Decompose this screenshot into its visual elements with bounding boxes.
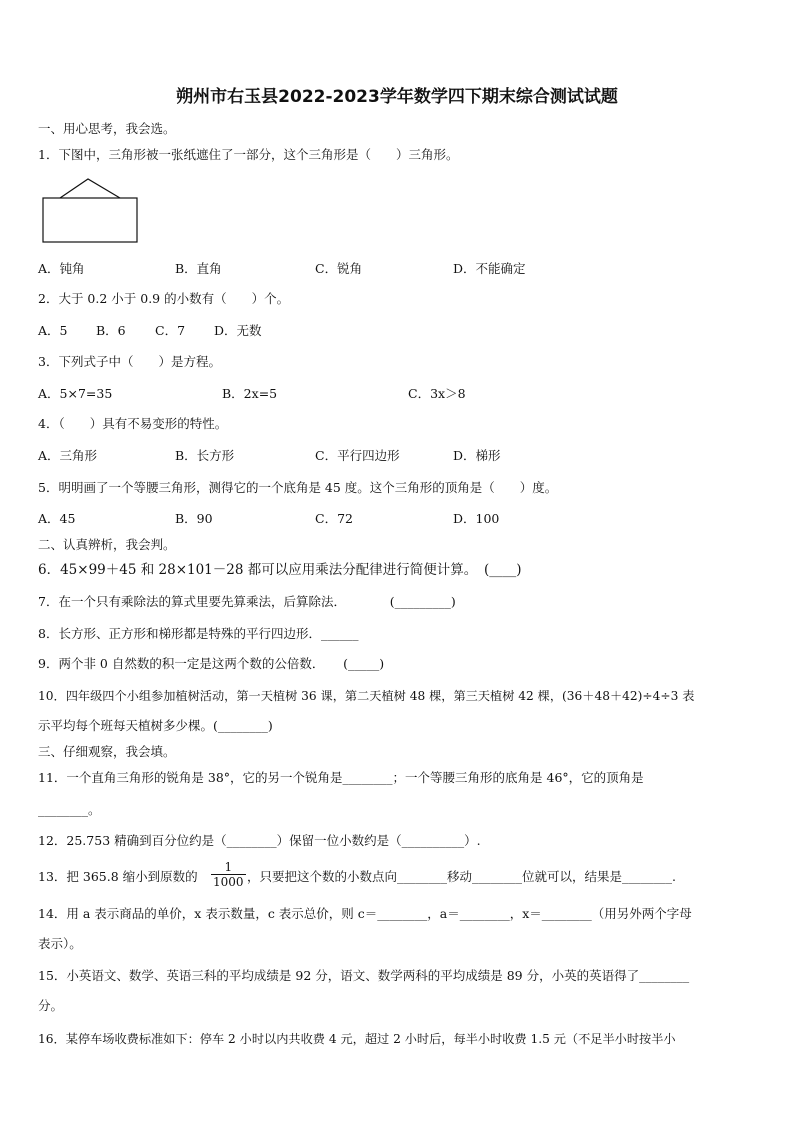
question-12: 12．25.753 精确到百分位约是（________）保留一位小数约是（__________）. <box>38 833 481 848</box>
q4-option-a: A．三角形 <box>38 448 98 463</box>
question-14-line-1: 14．用 a 表示商品的单价，x 表示数量，c 表示总价，则 c＝________，a＝________，x＝________（用另外两个字母 <box>38 906 692 921</box>
page-title: 朔州市右玉县2022-2023学年数学四下期末综合测试试题 <box>176 87 618 107</box>
question-16-line-1: 16．某停车场收费标准如下：停车 2 小时以内共收费 4 元，超过 2 小时后，每半小时收费 1.5 元（不足半小时按半小 <box>38 1032 676 1046</box>
question-10-line-1: 10．四年级四个小组参加植树活动，第一天植树 36 课，第二天植树 48 棵，第三天植树 42 棵，(36＋48＋42)÷4÷3 表 <box>38 689 695 703</box>
question-13-after: ，只要把这个数的小数点向________移动________位就可以，结果是________. <box>247 869 676 884</box>
q4-option-d: D．梯形 <box>453 448 501 463</box>
question-6: 6．45×99＋45 和 28×101－28 都可以应用乘法分配律进行简便计算。 (____) <box>38 562 522 578</box>
section-heading-3: 三、仔细观察，我会填。 <box>38 744 176 759</box>
q5-option-a: A．45 <box>38 511 76 526</box>
question-4: 4．（ ）具有不易变形的特性。 <box>38 416 228 431</box>
fraction-denominator: 1000 <box>213 875 244 889</box>
q13-fraction <box>211 860 246 889</box>
question-9: 9．两个非 0 自然数的积一定是这两个数的公倍数． (_____) <box>38 656 385 671</box>
question-7: 7．在一个只有乘除法的算式里要先算乘法，后算除法． (_________) <box>38 594 456 609</box>
q1-option-b: B．直角 <box>175 261 222 276</box>
question-13-before: 13．把 365.8 缩小到原数的 <box>38 869 198 884</box>
question-5: 5．明明画了一个等腰三角形，测得它的一个底角是 45 度。这个三角形的顶角是（ ）度。 <box>38 480 558 495</box>
section-heading-2: 二、认真辨析，我会判。 <box>38 537 176 552</box>
question-11-line-2: ________。 <box>38 802 101 817</box>
covering-paper-rect <box>43 198 137 242</box>
q5-option-b: B．90 <box>175 511 213 526</box>
question-10-line-2: 示平均每个班每天植树多少棵。(________) <box>38 718 273 733</box>
q2-option-b: B．6 <box>96 323 126 338</box>
q3-option-a: A．5×7=35 <box>38 386 113 401</box>
q1-option-d: D．不能确定 <box>453 261 526 276</box>
question-11-line-1: 11．一个直角三角形的锐角是 38°，它的另一个锐角是________；一个等腰三角形的底角是 46°，它的顶角是 <box>38 770 644 785</box>
q5-option-d: D．100 <box>453 511 500 526</box>
q1-triangle-figure <box>40 176 150 246</box>
q4-option-c: C．平行四边形 <box>315 448 400 463</box>
q3-option-c: C．3x＞8 <box>408 386 466 401</box>
q1-option-a: A．钝角 <box>38 261 85 276</box>
q2-option-a: A．5 <box>38 323 68 338</box>
question-2: 2．大于 0.2 小于 0.9 的小数有（ ）个。 <box>38 291 290 306</box>
question-15-line-1: 15．小英语文、数学、英语三科的平均成绩是 92 分，语文、数学两科的平均成绩是 89 分，小英的英语得了________ <box>38 968 690 983</box>
section-heading-1: 一、用心思考，我会选。 <box>38 121 176 136</box>
question-3: 3．下列式子中（ ）是方程。 <box>38 354 221 369</box>
triangle-visible-edges <box>60 179 120 198</box>
q5-option-c: C．72 <box>315 511 353 526</box>
q1-option-c: C．锐角 <box>315 261 363 276</box>
fraction-numerator: 1 <box>211 860 246 875</box>
question-15-line-2: 分。 <box>38 998 64 1013</box>
q3-option-b: B．2x=5 <box>222 386 278 401</box>
q2-option-d: D．无数 <box>214 323 262 338</box>
question-1: 1．下图中，三角形被一张纸遮住了一部分，这个三角形是（ ）三角形。 <box>38 147 459 162</box>
question-14-line-2: 表示）。 <box>38 936 82 951</box>
question-8: 8．长方形、正方形和梯形都是特殊的平行四边形．______ <box>38 626 359 641</box>
q4-option-b: B．长方形 <box>175 448 235 463</box>
q2-option-c: C．7 <box>155 323 186 338</box>
